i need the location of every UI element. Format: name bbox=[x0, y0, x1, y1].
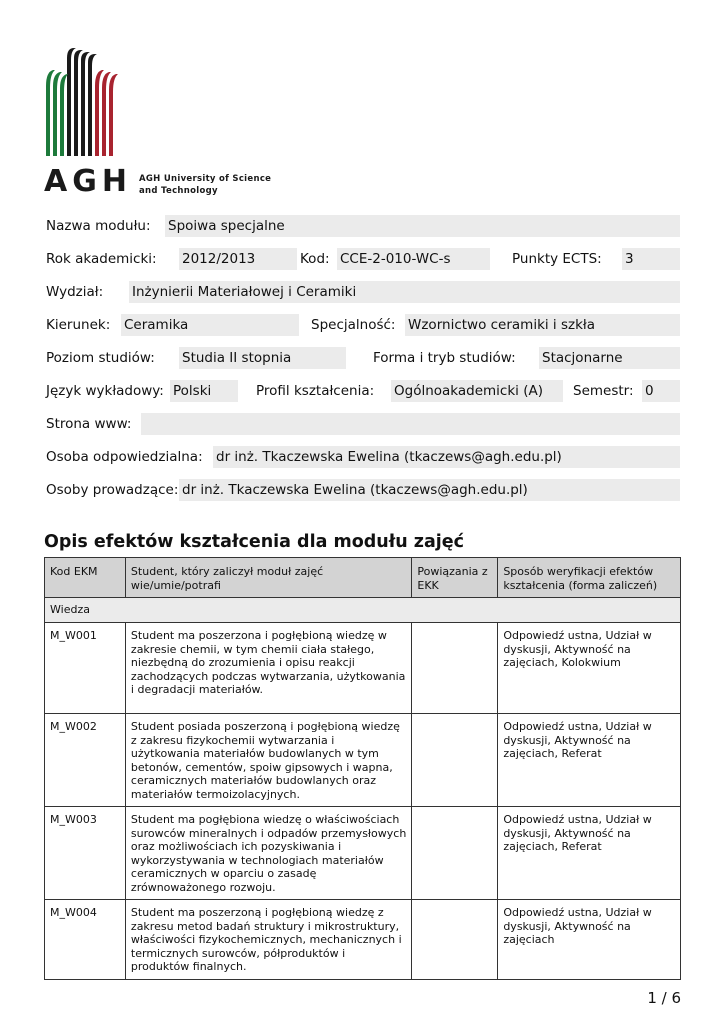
profile-value: Ogólnoakademicki (A) bbox=[391, 380, 563, 402]
logo-university-name bbox=[139, 173, 271, 197]
table-row bbox=[45, 807, 681, 900]
row-ekk bbox=[412, 900, 498, 980]
logo-wordmark: AGH bbox=[44, 164, 132, 199]
row-description: Student ma poszerzoną i pogłębioną wiedzę z zakresu metod badań struktury i mikrostruktury, właściwości fizykochemicznych, mechanicznych i termicznych surowców, półproduktów i produktów finalnych. bbox=[125, 900, 411, 980]
row-faculty bbox=[46, 281, 681, 303]
row-verification: Odpowiedź ustna, Udział w dyskusji, Aktywność na zajęciach, Referat bbox=[498, 807, 681, 900]
module-code-label: Kod: bbox=[300, 251, 330, 267]
row-description: Student ma pogłębiona wiedzę o właściwościach surowców mineralnych i odpadów przemysłowych oraz możliwościach ich pozyskiwania i wykorzystywania w technologiach materiałów ceramicznych w oparciu o zasadę zrównoważonego rozwoju. bbox=[125, 807, 411, 900]
module-name-value: Spoiwa specjalne bbox=[165, 215, 680, 237]
header-ekk: Powiązania z EKK bbox=[412, 558, 498, 598]
website-label: Strona www: bbox=[46, 416, 132, 432]
academic-year-value: 2012/2013 bbox=[179, 248, 297, 270]
profile-label: Profil kształcenia: bbox=[256, 383, 375, 399]
responsible-person-value: dr inż. Tkaczewska Ewelina (tkaczews@agh.edu.pl) bbox=[213, 446, 680, 468]
website-value[interactable] bbox=[141, 413, 680, 435]
faculty-label: Wydział: bbox=[46, 284, 104, 300]
group-label: Wiedza bbox=[45, 598, 681, 623]
row-code: M_W004 bbox=[45, 900, 126, 980]
table-row bbox=[45, 623, 681, 714]
agh-logo bbox=[44, 46, 274, 199]
row-responsible bbox=[46, 446, 681, 468]
ects-label: Punkty ECTS: bbox=[512, 251, 602, 267]
header-verification: Sposób weryfikacji efektów kształcenia (forma zaliczeń) bbox=[498, 558, 681, 598]
page-number: 1 / 6 bbox=[647, 989, 681, 1007]
row-website bbox=[46, 413, 681, 435]
study-level-label: Poziom studiów: bbox=[46, 350, 155, 366]
direction-value: Ceramika bbox=[121, 314, 299, 336]
row-module-name bbox=[46, 215, 681, 237]
agh-emblem-icon bbox=[44, 46, 124, 158]
teachers-value: dr inż. Tkaczewska Ewelina (tkaczews@agh.edu.pl) bbox=[179, 479, 680, 501]
ects-value: 3 bbox=[622, 248, 680, 270]
row-direction-specialty bbox=[46, 314, 681, 336]
row-verification: Odpowiedź ustna, Udział w dyskusji, Aktywność na zajęciach, Kolokwium bbox=[498, 623, 681, 714]
teachers-label: Osoby prowadzące: bbox=[46, 482, 179, 498]
row-language-profile-semester bbox=[46, 380, 681, 402]
row-ekk bbox=[412, 623, 498, 714]
row-year-code-ects bbox=[46, 248, 681, 270]
table-row bbox=[45, 714, 681, 807]
study-form-value: Stacjonarne bbox=[539, 347, 680, 369]
module-name-label: Nazwa modułu: bbox=[46, 218, 151, 234]
specialty-label: Specjalność: bbox=[311, 317, 396, 333]
row-description: Student posiada poszerzoną i pogłębioną wiedzę z zakresu fizykochemii wytwarzania i użytkowania materiałów budowlanych w tym betonów, cementów, spoiw gipsowych i wapna, ceramicznych materiałów budowlanych oraz materiałów termoizolacyjnych. bbox=[125, 714, 411, 807]
module-code-value: CCE-2-010-WC-s bbox=[337, 248, 490, 270]
table-header-row bbox=[45, 558, 681, 598]
academic-year-label: Rok akademicki: bbox=[46, 251, 157, 267]
semester-value: 0 bbox=[642, 380, 680, 402]
row-verification: Odpowiedź ustna, Udział w dyskusji, Aktywność na zajęciach, Referat bbox=[498, 714, 681, 807]
row-teachers bbox=[46, 479, 681, 501]
study-level-value: Studia II stopnia bbox=[179, 347, 346, 369]
language-value: Polski bbox=[170, 380, 238, 402]
semester-label: Semestr: bbox=[573, 383, 634, 399]
logo-university-line2: and Technology bbox=[139, 186, 218, 196]
language-label: Język wykładowy: bbox=[46, 383, 164, 399]
row-ekk bbox=[412, 807, 498, 900]
header-code: Kod EKM bbox=[45, 558, 126, 598]
responsible-person-label: Osoba odpowiedzialna: bbox=[46, 449, 203, 465]
row-code: M_W002 bbox=[45, 714, 126, 807]
outcomes-table bbox=[44, 557, 681, 980]
section-title: Opis efektów kształcenia dla modułu zajęć bbox=[44, 532, 465, 552]
table-row bbox=[45, 900, 681, 980]
header-description: Student, który zaliczył moduł zajęć wie/umie/potrafi bbox=[125, 558, 411, 598]
study-form-label: Forma i tryb studiów: bbox=[373, 350, 516, 366]
row-code: M_W001 bbox=[45, 623, 126, 714]
logo-university-line1: AGH University of Science bbox=[139, 174, 272, 184]
group-row bbox=[45, 598, 681, 623]
row-level-form bbox=[46, 347, 681, 369]
direction-label: Kierunek: bbox=[46, 317, 111, 333]
specialty-value: Wzornictwo ceramiki i szkła bbox=[405, 314, 680, 336]
row-code: M_W003 bbox=[45, 807, 126, 900]
row-description: Student ma poszerzona i pogłębioną wiedzę w zakresie chemii, w tym chemii ciała stałego, niezbędną do zrozumienia i opisu reakcji zachodzących podczas wytwarzania, użytkowania i degradacji materiałów. bbox=[125, 623, 411, 714]
faculty-value: Inżynierii Materiałowej i Ceramiki bbox=[129, 281, 680, 303]
row-verification: Odpowiedź ustna, Udział w dyskusji, Aktywność na zajęciach bbox=[498, 900, 681, 980]
row-ekk bbox=[412, 714, 498, 807]
